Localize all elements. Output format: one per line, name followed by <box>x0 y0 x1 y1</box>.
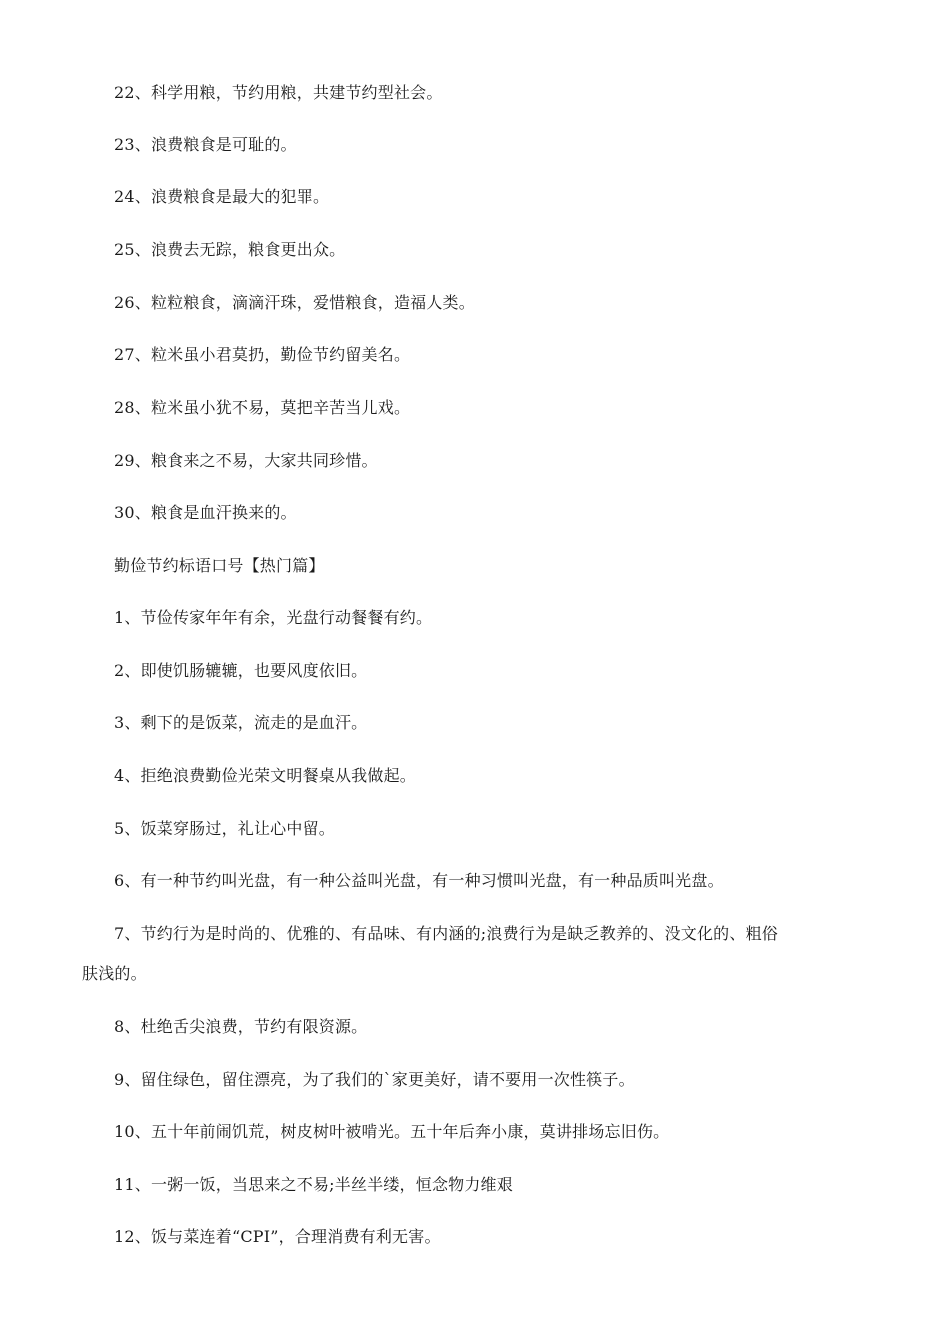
slogan-line-2: 2、即使饥肠辘辘，也要风度依旧。 <box>114 661 368 680</box>
slogan-line-7-continued: 肤浅的。 <box>82 964 147 983</box>
slogan-line-24: 24、浪费粮食是最大的犯罪。 <box>114 187 330 206</box>
section-heading: 勤俭节约标语口号【热门篇】 <box>114 556 325 575</box>
slogan-line-10: 10、五十年前闹饥荒，树皮树叶被啃光。五十年后奔小康，莫讲排场忘旧伤。 <box>114 1122 670 1141</box>
slogan-line-27: 27、粒米虽小君莫扔，勤俭节约留美名。 <box>114 345 411 364</box>
slogan-line-8: 8、杜绝舌尖浪费，节约有限资源。 <box>114 1017 368 1036</box>
slogan-line-26: 26、粒粒粮食，滴滴汗珠，爱惜粮食，造福人类。 <box>114 293 475 312</box>
slogan-line-23: 23、浪费粮食是可耻的。 <box>114 135 297 154</box>
slogan-line-6: 6、有一种节约叫光盘，有一种公益叫光盘，有一种习惯叫光盘，有一种品质叫光盘。 <box>114 871 724 890</box>
slogan-line-28: 28、粒米虽小犹不易，莫把辛苦当儿戏。 <box>114 398 411 417</box>
slogan-line-1: 1、节俭传家年年有余，光盘行动餐餐有约。 <box>114 608 433 627</box>
slogan-line-12: 12、饭与菜连着“CPI”，合理消费有利无害。 <box>114 1227 441 1246</box>
slogan-line-25: 25、浪费去无踪，粮食更出众。 <box>114 240 346 259</box>
slogan-line-22: 22、科学用粮，节约用粮，共建节约型社会。 <box>114 83 443 102</box>
slogan-line-4: 4、拒绝浪费勤俭光荣文明餐桌从我做起。 <box>114 766 416 785</box>
slogan-line-5: 5、饭菜穿肠过，礼让心中留。 <box>114 819 335 838</box>
slogan-line-11: 11、一粥一饭，当思来之不易;半丝半缕，恒念物力维艰 <box>114 1175 513 1194</box>
slogan-line-3: 3、剩下的是饭菜，流走的是血汗。 <box>114 713 368 732</box>
slogan-line-29: 29、粮食来之不易，大家共同珍惜。 <box>114 451 378 470</box>
slogan-line-7: 7、节约行为是时尚的、优雅的、有品味、有内涵的;浪费行为是缺乏教养的、没文化的、粗俗 <box>114 924 778 943</box>
slogan-line-9: 9、留住绿色，留住漂亮，为了我们的`家更美好，请不要用一次性筷子。 <box>114 1070 635 1089</box>
slogan-line-30: 30、粮食是血汗换来的。 <box>114 503 297 522</box>
